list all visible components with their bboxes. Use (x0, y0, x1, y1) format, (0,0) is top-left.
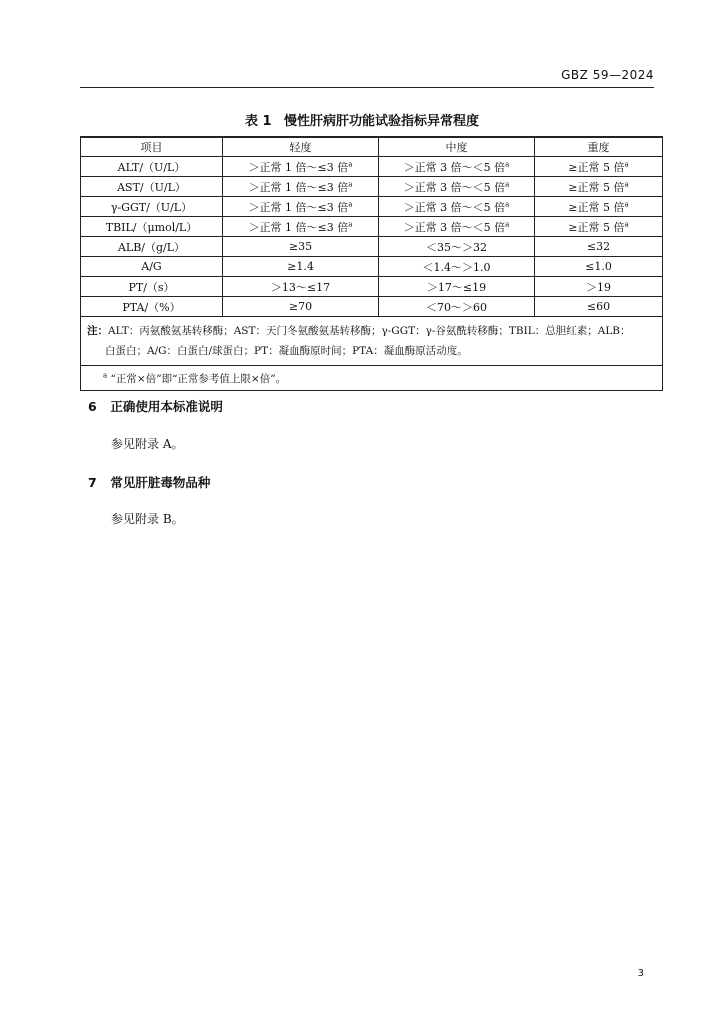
table-cell: ≥35 (223, 237, 379, 257)
table-cell: ＞正常 3 倍～＜5 倍$^a$ (379, 177, 535, 197)
footnote-marker: a (348, 219, 353, 228)
header-rule (80, 87, 654, 88)
table-note-row (81, 317, 663, 366)
table-row (81, 277, 663, 297)
table-cell: ≥正常 5 倍$^a$ (535, 177, 663, 197)
table-cell: ＜1.4～＞1.0 (379, 257, 535, 277)
table-row (81, 257, 663, 277)
table-cell: PT/（s） (81, 277, 223, 297)
note-line-1: ALT：丙氨酸氨基转移酶；AST：天门冬氨酸氨基转移酶；γ-GGT：γ-谷氨酰转移酶；TBIL：总胆红素；ALB： (108, 325, 631, 337)
section-title: 常见肝脏毒物品种 (110, 475, 211, 490)
table-footnote (81, 366, 663, 391)
footnote-marker: a (505, 159, 510, 168)
section-body-6: 参见附录 A。 (111, 437, 184, 451)
table-cell: ≥正常 5 倍$^a$ (535, 217, 663, 237)
column-header: 重度 (535, 137, 663, 157)
footnote-marker: a (624, 199, 629, 208)
table-cell: ＜70～＞60 (379, 297, 535, 317)
table-cell: ＞正常 3 倍～＜5 倍$^a$ (379, 217, 535, 237)
table-header-row (81, 137, 663, 157)
footnote-marker: a (624, 219, 629, 228)
table-row (81, 297, 663, 317)
table-row (81, 237, 663, 257)
note-line-2: 白蛋白；A/G：白蛋白/球蛋白；PT：凝血酶原时间；PTA：凝血酶原活动度。 (105, 345, 468, 357)
table-number: 表 1 (244, 114, 272, 129)
table-row (81, 217, 663, 237)
table-cell: ＞正常 1 倍～≤3 倍$^a$ (223, 157, 379, 177)
table-cell: TBIL/（μmol/L） (81, 217, 223, 237)
section-heading-7 (88, 473, 210, 491)
table-cell: ＞正常 1 倍～≤3 倍$^a$ (223, 177, 379, 197)
table-cell: ＞17～≤19 (379, 277, 535, 297)
column-header: 轻度 (223, 137, 379, 157)
table-cell: ＞正常 3 倍～＜5 倍$^a$ (379, 197, 535, 217)
footnote-marker: a (348, 199, 353, 208)
table-cell: ＞正常 1 倍～≤3 倍$^a$ (223, 217, 379, 237)
section-body-7: 参见附录 B。 (111, 512, 184, 526)
table-cell: PTA/（%） (81, 297, 223, 317)
table-title (0, 110, 724, 129)
table-note (81, 317, 663, 366)
table-cell: ALB/（g/L） (81, 237, 223, 257)
table-footnote-row (81, 366, 663, 391)
liver-function-table (80, 136, 663, 391)
table-cell: ＞13～≤17 (223, 277, 379, 297)
table-cell: ≥正常 5 倍$^a$ (535, 157, 663, 177)
footnote-marker: a (624, 159, 629, 168)
table-cell: ＞正常 1 倍～≤3 倍$^a$ (223, 197, 379, 217)
table-cell: A/G (81, 257, 223, 277)
table-cell: AST/（U/L） (81, 177, 223, 197)
table-cell: ≤1.0 (535, 257, 663, 277)
table-cell: γ-GGT/（U/L） (81, 197, 223, 217)
table-row (81, 197, 663, 217)
footnote-marker: a (505, 199, 510, 208)
footnote-marker: a (103, 371, 108, 379)
table-row (81, 157, 663, 177)
section-number: 7 (88, 475, 97, 490)
table-cell: ≥正常 5 倍$^a$ (535, 197, 663, 217)
table-cell: ALT/（U/L） (81, 157, 223, 177)
footnote-marker: a (348, 159, 353, 168)
table-cell: ≤60 (535, 297, 663, 317)
footnote-marker: a (505, 219, 510, 228)
section-number: 6 (88, 399, 97, 414)
table-cell: ≤32 (535, 237, 663, 257)
footnote-marker: a (624, 179, 629, 188)
footnote-marker: a (505, 179, 510, 188)
page-number: 3 (637, 968, 644, 979)
footnote-marker: a (348, 179, 353, 188)
table-cell: ＞19 (535, 277, 663, 297)
table-cell: ≥70 (223, 297, 379, 317)
column-header: 项目 (81, 137, 223, 157)
section-heading-6 (88, 397, 223, 415)
note-label: 注： (87, 325, 108, 337)
footnote-text: “正常×倍”即“正常参考值上限×倍”。 (110, 372, 287, 385)
table-cell: ＞正常 3 倍～＜5 倍$^a$ (379, 157, 535, 177)
table-title-text: 慢性肝病肝功能试验指标异常程度 (284, 114, 480, 129)
column-header: 中度 (379, 137, 535, 157)
table-cell: ＜35～＞32 (379, 237, 535, 257)
standard-code: GBZ 59—2024 (561, 68, 654, 82)
section-title: 正确使用本标准说明 (110, 399, 223, 414)
table-cell: ≥1.4 (223, 257, 379, 277)
table-row (81, 177, 663, 197)
